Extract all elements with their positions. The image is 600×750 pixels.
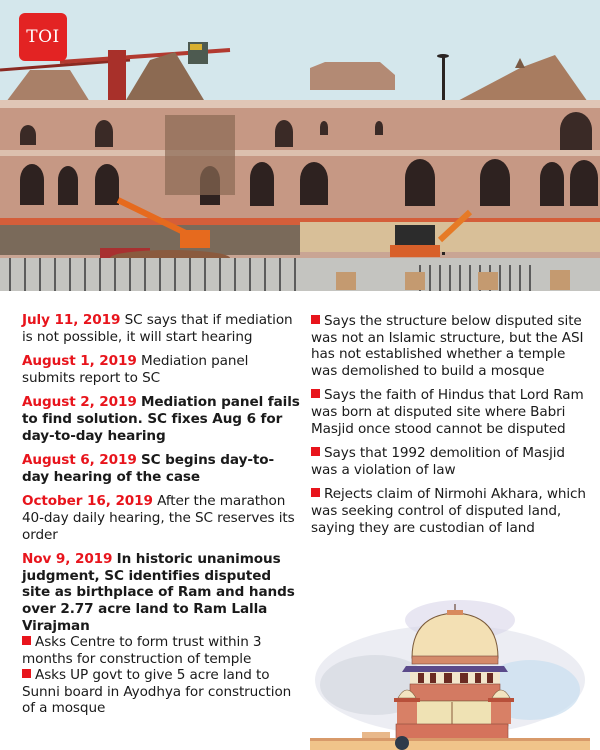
verdict-point-text: Asks Centre to form trust within 3 months for construction of temple bbox=[22, 634, 262, 667]
verdict-point-text: Says the faith of Hindus that Lord Ram was born at disputed site where Babri Masjid once stood cannot be disputed bbox=[311, 387, 584, 437]
timeline-date: August 2, 2019 bbox=[22, 394, 137, 411]
temple-construction-image bbox=[0, 0, 600, 291]
timeline-text: After the marathon 40-day daily hearing, the SC reserves its order bbox=[22, 493, 295, 543]
verdict-point bbox=[311, 313, 591, 379]
verdict-point bbox=[22, 667, 300, 717]
timeline-text: SC begins day-to-day hearing of the case bbox=[22, 452, 275, 485]
verdict-point bbox=[22, 634, 300, 667]
verdict-point bbox=[311, 445, 591, 478]
timeline-entry bbox=[22, 551, 300, 634]
red-square-bullet-icon bbox=[22, 636, 31, 645]
timeline-text: In historic unanimous judgment, SC identifies disputed site as birthplace of Ram and hands over 2.77 acre land to Ram Lalla Virajman bbox=[22, 551, 295, 634]
verdict-point-text: Says that 1992 demolition of Masjid was a violation of law bbox=[311, 445, 565, 478]
verdict-point-text: Says the structure below disputed site was not an Islamic structure, but the ASI has not established whether a temple was demolished to build a mosque bbox=[311, 313, 584, 379]
timeline-entry bbox=[22, 312, 300, 345]
timeline-entry bbox=[22, 452, 300, 485]
timeline-text: SC says that if mediation is not possible, it will start hearing bbox=[22, 312, 293, 345]
verdict-point-text: Asks UP govt to give 5 acre land to Sunni board in Ayodhya for construction of a mosque bbox=[22, 667, 292, 717]
verdict-point-text: Rejects claim of Nirmohi Akhara, which was seeking control of disputed land, saying they are custodian of land bbox=[311, 486, 586, 536]
verdict-point bbox=[311, 486, 591, 536]
supreme-court-illustration bbox=[300, 580, 600, 750]
timeline-date: October 16, 2019 bbox=[22, 493, 153, 510]
red-square-bullet-icon bbox=[311, 315, 320, 324]
verdict-point bbox=[311, 387, 591, 437]
timeline-entry bbox=[22, 394, 300, 444]
timeline-date: Nov 9, 2019 bbox=[22, 551, 113, 568]
supreme-court-building-icon bbox=[300, 580, 600, 750]
timeline-text: Mediation panel submits report to SC bbox=[22, 353, 249, 386]
verdict-right-column bbox=[311, 313, 591, 544]
timeline-date: August 6, 2019 bbox=[22, 452, 137, 469]
timeline-date: July 11, 2019 bbox=[22, 312, 121, 328]
toi-logo: TOI bbox=[19, 13, 67, 61]
timeline-date: August 1, 2019 bbox=[22, 353, 137, 370]
timeline-left-column bbox=[22, 312, 300, 717]
hero-photo bbox=[0, 0, 600, 291]
red-square-bullet-icon bbox=[311, 447, 320, 456]
timeline-text: Mediation panel fails to find solution. SC fixes Aug 6 for day-to-day hearing bbox=[22, 394, 300, 444]
timeline-entry bbox=[22, 353, 300, 386]
timeline-entry bbox=[22, 493, 300, 543]
red-square-bullet-icon bbox=[22, 669, 31, 678]
red-square-bullet-icon bbox=[311, 389, 320, 398]
red-square-bullet-icon bbox=[311, 488, 320, 497]
